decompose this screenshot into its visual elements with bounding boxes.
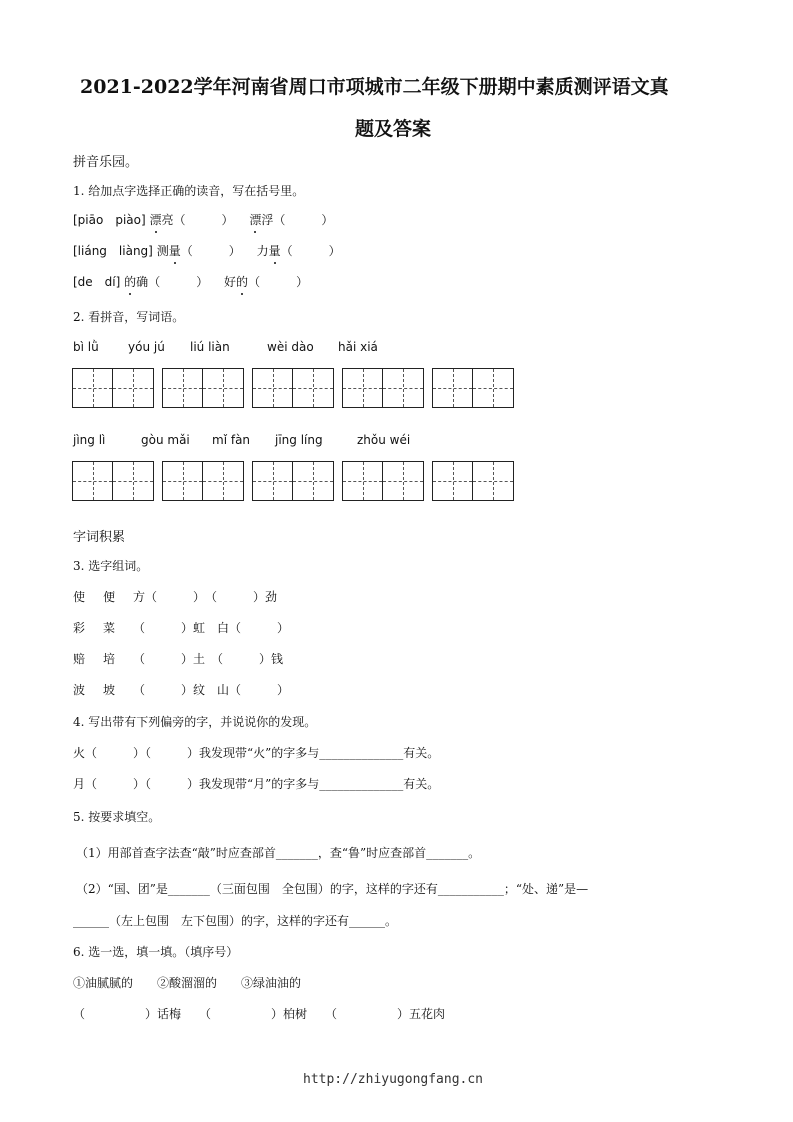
word: 漂亮 — [149, 213, 174, 227]
question-3-row — [73, 681, 289, 698]
question-3-prompt: 3. 选字组词。 — [73, 559, 149, 573]
grid-cell[interactable] — [383, 369, 423, 407]
grid-cell[interactable] — [473, 462, 513, 500]
pinyin-options: [liáng liàng] — [73, 244, 153, 258]
grid-cell[interactable] — [73, 462, 113, 500]
pinyin-label: bì lǜ — [73, 340, 99, 354]
writing-grid[interactable] — [252, 461, 334, 501]
section-heading-vocab: 字词积累 — [73, 530, 126, 545]
grid-cell[interactable] — [343, 462, 383, 500]
writing-grid[interactable] — [342, 461, 424, 501]
pinyin-label: gòu mǎi — [141, 433, 190, 447]
writing-grid[interactable] — [162, 461, 244, 501]
question-2-prompt: 2. 看拼音，写词语。 — [73, 310, 185, 324]
question-4-prompt: 4. 写出带有下列偏旁的字，并说说你的发现。 — [73, 715, 317, 729]
writing-grid[interactable] — [162, 368, 244, 408]
writing-grid[interactable] — [72, 461, 154, 501]
grid-cell[interactable] — [163, 462, 203, 500]
pinyin-options: [de dí] — [73, 275, 121, 289]
answer-blank[interactable]: （ ） — [173, 213, 234, 227]
pinyin-label: liú liàn — [190, 340, 230, 354]
question-3-row — [73, 619, 289, 636]
grid-cell[interactable] — [253, 369, 293, 407]
question-1-row — [73, 273, 308, 290]
question-5-prompt: 5. 按要求填空。 — [73, 810, 161, 824]
word: 测量 — [156, 244, 181, 258]
writing-grid[interactable] — [342, 368, 424, 408]
pinyin-label: wèi dào — [267, 340, 314, 354]
grid-cell[interactable] — [203, 462, 243, 500]
question-5-sub1[interactable]: （1）用部首查字法查“敲”时应查部首_______，查“鲁”时应查部首_______。 — [76, 846, 481, 860]
page-title-line1: 2021-2022学年河南省周口市项城市二年级下册期中素质测评语文真 — [80, 76, 669, 98]
pinyin-label: jīng líng — [275, 433, 323, 447]
fill-blanks[interactable]: 方（ ） （ ）劲 — [133, 590, 278, 604]
question-1-prompt: 1. 给加点字选择正确的读音，写在括号里。 — [73, 184, 305, 198]
section-heading-pinyin: 拼音乐园。 — [73, 155, 139, 170]
pinyin-label: yóu jú — [128, 340, 165, 354]
grid-cell[interactable] — [293, 369, 333, 407]
pinyin-label: jìng lì — [73, 433, 106, 447]
writing-grid[interactable] — [432, 368, 514, 408]
grid-cell[interactable] — [253, 462, 293, 500]
grid-cell[interactable] — [473, 369, 513, 407]
answer-blank[interactable]: （ ） — [148, 275, 209, 289]
choice-char: 使 — [73, 590, 86, 604]
answer-blank[interactable]: （ ） — [180, 244, 241, 258]
word: 的确 — [124, 275, 149, 289]
choice-char: 菜 — [103, 621, 116, 635]
word: 力量 — [256, 244, 281, 258]
writing-grid[interactable] — [72, 368, 154, 408]
question-6-blanks[interactable]: （ ）话梅 （ ）柏树 （ ）五花肉 — [73, 1007, 446, 1021]
grid-cell[interactable] — [433, 369, 473, 407]
grid-cell[interactable] — [163, 369, 203, 407]
pinyin-label: zhǒu wéi — [357, 433, 411, 447]
question-1-row — [73, 211, 333, 228]
question-4-line[interactable]: 火（ ）（ ）我发现带“火”的字多与______________有关。 — [73, 746, 440, 760]
answer-blank[interactable]: （ ） — [248, 275, 309, 289]
fill-blanks[interactable]: （ ）虹 白（ ） — [133, 621, 290, 635]
grid-cell[interactable] — [73, 369, 113, 407]
choice-char: 培 — [103, 652, 116, 666]
writing-grid[interactable] — [432, 461, 514, 501]
choice-char: 便 — [103, 590, 116, 604]
grid-cell[interactable] — [383, 462, 423, 500]
grid-cell[interactable] — [433, 462, 473, 500]
word: 好的 — [224, 275, 249, 289]
question-4-line[interactable]: 月（ ）（ ）我发现带“月”的字多与______________有关。 — [73, 777, 440, 791]
question-1-row — [73, 242, 341, 259]
question-3-row — [73, 650, 283, 667]
question-5-sub2-line2[interactable]: ______（左上包围 左下包围）的字，这样的字还有______。 — [73, 914, 398, 928]
answer-blank[interactable]: （ ） — [273, 213, 334, 227]
choice-char: 彩 — [73, 621, 86, 635]
grid-cell[interactable] — [113, 462, 153, 500]
grid-cell[interactable] — [113, 369, 153, 407]
pinyin-label: mǐ fàn — [212, 433, 251, 447]
question-6-prompt: 6. 选一选，填一填。（填序号） — [73, 945, 239, 959]
pinyin-label: hǎi xiá — [338, 340, 378, 354]
page-title-line2: 题及答案 — [355, 118, 432, 140]
fill-blanks[interactable]: （ ）纹 山（ ） — [133, 683, 290, 697]
grid-cell[interactable] — [293, 462, 333, 500]
grid-cell[interactable] — [343, 369, 383, 407]
question-6-options: ①油腻腻的 ②酸溜溜的 ③绿油油的 — [73, 976, 302, 990]
answer-blank[interactable]: （ ） — [280, 244, 341, 258]
footer-url[interactable]: http://zhiyugongfang.cn — [303, 1072, 484, 1087]
pinyin-options: [piāo piào] — [73, 213, 146, 227]
grid-cell[interactable] — [203, 369, 243, 407]
question-3-row — [73, 588, 277, 605]
choice-char: 赔 — [73, 652, 86, 666]
question-5-sub2-line1[interactable]: （2）“国、团”是_______（三面包围 全包围）的字，这样的字还有___________；“处、递”是— — [76, 882, 589, 896]
writing-grid[interactable] — [252, 368, 334, 408]
word: 漂浮 — [249, 213, 274, 227]
choice-char: 坡 — [103, 683, 116, 697]
fill-blanks[interactable]: （ ）土 （ ）钱 — [133, 652, 284, 666]
choice-char: 波 — [73, 683, 86, 697]
